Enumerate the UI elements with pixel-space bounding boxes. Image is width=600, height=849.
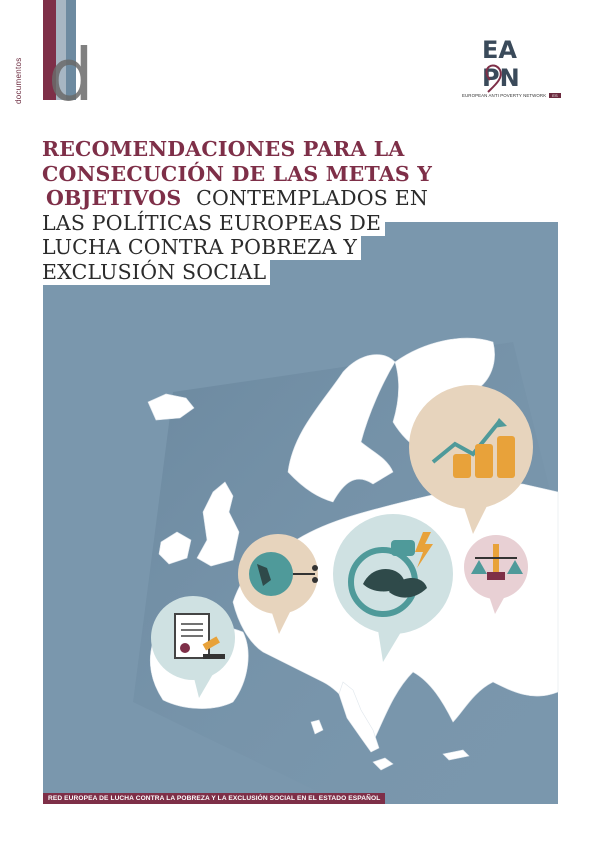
logo-badge: ES (549, 93, 561, 98)
svg-text:d: d (48, 33, 94, 117)
europe-illustration (43, 222, 558, 804)
title-line-5: LUCHA CONTRA POBREZA Y (38, 235, 361, 260)
title-line-3-rest: CONTEMPLADOS EN (185, 186, 432, 211)
title-line-4: LAS POLÍTICAS EUROPEAS DE (38, 211, 385, 236)
title-line-1: RECOMENDACIONES PARA LA (38, 137, 408, 162)
title-line-2: CONSECUCIÓN DE LAS METAS Y (38, 162, 436, 187)
d-letter-icon (48, 33, 94, 117)
page-title (38, 137, 438, 285)
title-line-6: EXCLUSIÓN SOCIAL (38, 260, 270, 285)
title-line-3-accent: OBJETIVOS (42, 186, 185, 211)
svg-text:EA: EA (482, 36, 517, 64)
series-label: documentos (14, 57, 23, 104)
logo-subtitle: EUROPEAN ANTI POVERTY NETWORK ES (462, 93, 561, 98)
svg-text:PN: PN (482, 64, 520, 92)
footer-org-name: RED EUROPEA DE LUCHA CONTRA LA POBREZA Y LA EXCLUSIÓN SOCIAL EN EL ESTADO ESPAÑOL (43, 793, 385, 804)
